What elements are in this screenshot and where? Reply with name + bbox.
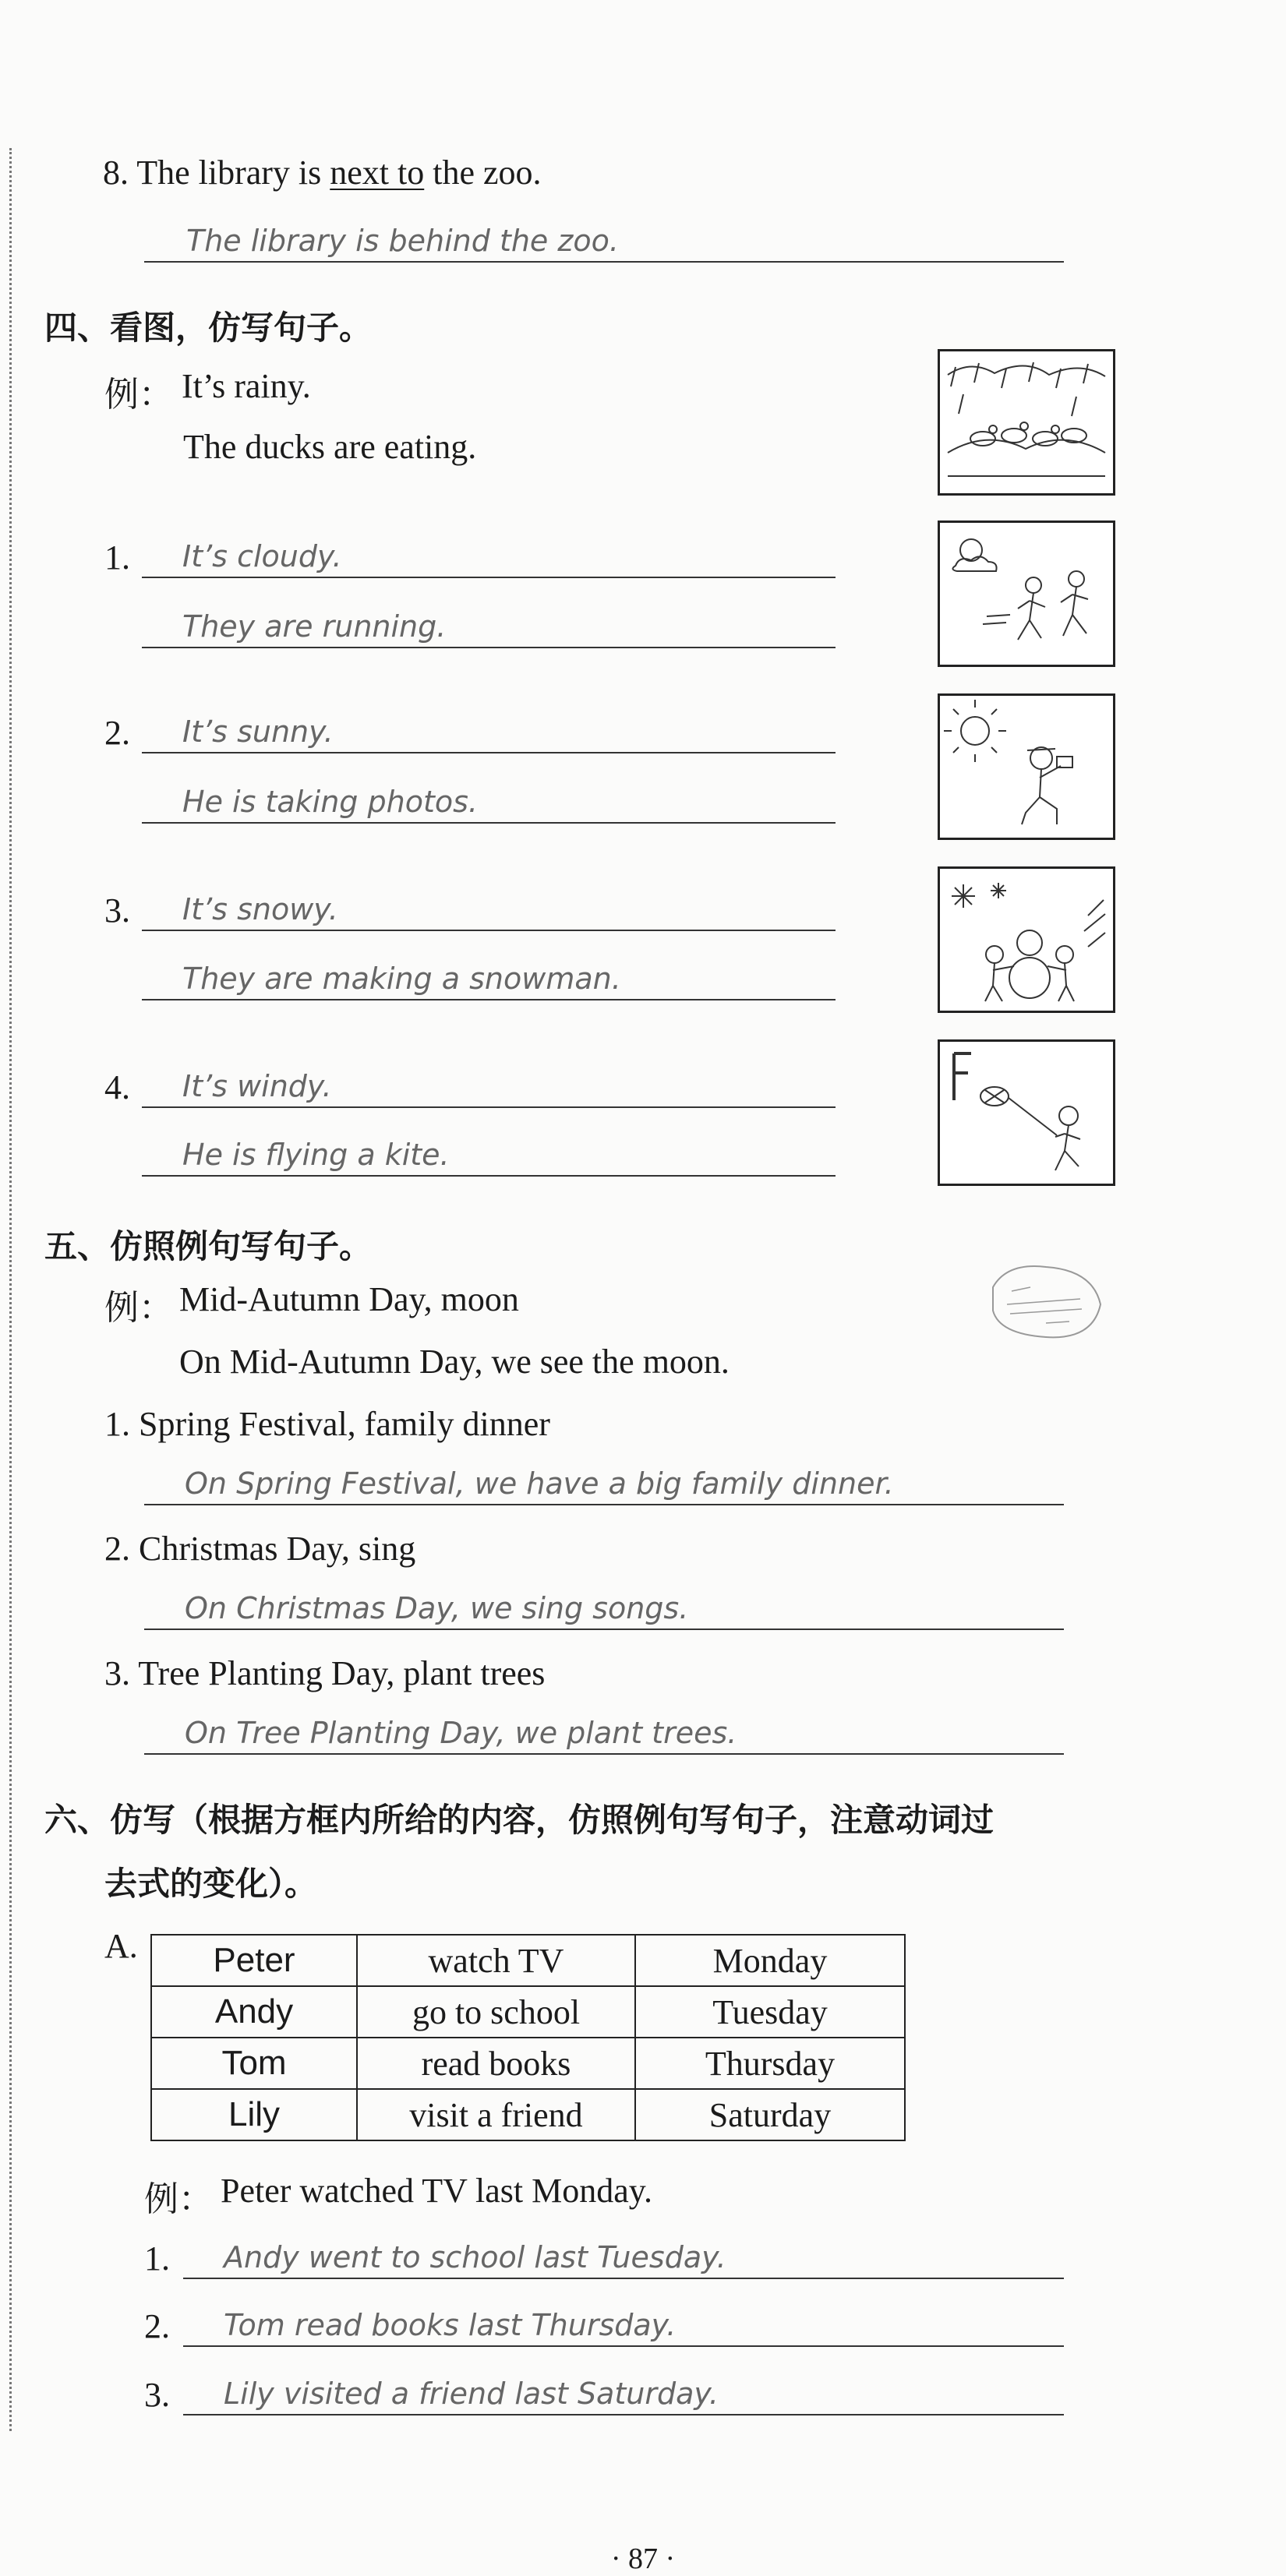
table-row bbox=[151, 2089, 905, 2140]
table-cell: Andy bbox=[151, 1986, 357, 2038]
item1-answer: On Spring Festival, we have a big family dinner. bbox=[144, 1465, 1064, 1505]
item-number: 4. bbox=[104, 1068, 130, 1106]
item4-answer-1: It’s windy. bbox=[142, 1067, 836, 1108]
example-label: 例： bbox=[104, 375, 173, 415]
item3-answer-1: It’s snowy. bbox=[142, 891, 836, 931]
cloudy-running-picture bbox=[938, 520, 1115, 667]
item-number: 1. bbox=[144, 2239, 170, 2278]
item2-answer-2: He is taking photos. bbox=[142, 783, 836, 824]
example-answer: On Mid-Autumn Day, we see the moon. bbox=[179, 1343, 730, 1381]
section6-heading-line2: 去式的变化）。 bbox=[104, 1865, 318, 1903]
table-cell: Peter bbox=[151, 1935, 357, 1986]
table-cell: Thursday bbox=[635, 2038, 905, 2089]
example-sentence: Peter watched TV last Monday. bbox=[221, 2172, 652, 2210]
page-number: · 87 · bbox=[610, 2542, 676, 2575]
section5-heading: 五、仿照例句写句子。 bbox=[44, 1227, 373, 1265]
table-cell: Tuesday bbox=[635, 1986, 905, 2038]
item1-answer-1: It’s cloudy. bbox=[142, 538, 836, 578]
stamp-seal-picture bbox=[984, 1256, 1108, 1348]
table-cell: Tom bbox=[151, 2038, 357, 2089]
item-number: 2. bbox=[144, 2307, 170, 2345]
item-number: 3. bbox=[104, 891, 130, 930]
item3-answer-2: They are making a snowman. bbox=[142, 960, 836, 1000]
section6-heading-line1: 六、仿写（根据方框内所给的内容，仿照例句写句子，注意动词过 bbox=[44, 1801, 995, 1839]
item2-answer-1: It’s sunny. bbox=[142, 713, 836, 753]
part-label: A. bbox=[104, 1927, 138, 1965]
item-prompt: 2. Christmas Day, sing bbox=[104, 1530, 416, 1568]
example-line-2: The ducks are eating. bbox=[183, 428, 477, 466]
table-row bbox=[151, 2038, 905, 2089]
item-prompt: 1. Spring Festival, family dinner bbox=[104, 1405, 550, 1443]
q8-answer: The library is behind the zoo. bbox=[144, 222, 1064, 263]
example-label: 例： bbox=[144, 2179, 213, 2219]
item-number: 2. bbox=[104, 714, 130, 752]
table-cell: read books bbox=[357, 2038, 635, 2089]
item2-answer: Tom read books last Thursday. bbox=[183, 2306, 1064, 2347]
item2-answer: On Christmas Day, we sing songs. bbox=[144, 1590, 1064, 1630]
table-row bbox=[151, 1986, 905, 2038]
binding-dotted-line bbox=[9, 148, 12, 2431]
item1-answer-2: They are running. bbox=[142, 608, 836, 648]
table-row bbox=[151, 1935, 905, 1986]
item-number: 3. bbox=[144, 2376, 170, 2414]
q8-prompt: 8. The library is next to the zoo. bbox=[103, 154, 542, 192]
example-prompt: Mid-Autumn Day, moon bbox=[179, 1280, 519, 1318]
table-cell: Lily bbox=[151, 2089, 357, 2140]
snowy-snowman-picture bbox=[938, 866, 1115, 1013]
example-line-1: It’s rainy. bbox=[182, 367, 311, 405]
item-prompt: 3. Tree Planting Day, plant trees bbox=[104, 1654, 546, 1692]
item-number: 1. bbox=[104, 538, 130, 577]
rainy-ducks-picture bbox=[938, 349, 1115, 496]
item1-answer: Andy went to school last Tuesday. bbox=[183, 2239, 1064, 2279]
table-cell: go to school bbox=[357, 1986, 635, 2038]
table-cell: Monday bbox=[635, 1935, 905, 1986]
table-cell: watch TV bbox=[357, 1935, 635, 1986]
example-label: 例： bbox=[104, 1288, 173, 1328]
item3-answer: On Tree Planting Day, we plant trees. bbox=[144, 1714, 1064, 1755]
table-cell: Saturday bbox=[635, 2089, 905, 2140]
sunny-photo-picture bbox=[938, 693, 1115, 840]
info-table bbox=[150, 1934, 906, 2141]
section4-heading: 四、看图，仿写句子。 bbox=[44, 309, 373, 347]
table-cell: visit a friend bbox=[357, 2089, 635, 2140]
item3-answer: Lily visited a friend last Saturday. bbox=[183, 2375, 1064, 2415]
item4-answer-2: He is flying a kite. bbox=[142, 1136, 836, 1177]
windy-kite-picture bbox=[938, 1039, 1115, 1186]
